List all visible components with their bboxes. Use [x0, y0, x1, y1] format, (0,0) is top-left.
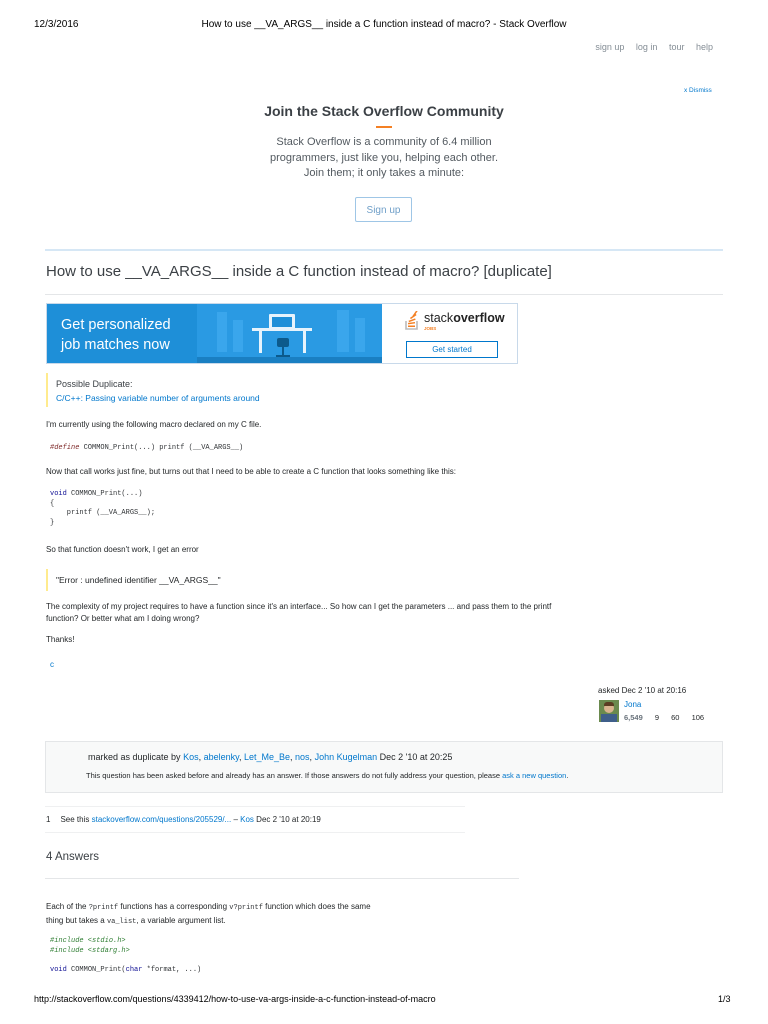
error-quote-text: "Error : undefined identifier __VA_ARGS__": [56, 575, 221, 585]
question-paragraph-4: The complexity of my project requires to have a function since it's an interface... So how can I get the parameters ... and pass them to the printf function? Or better what am I doing wrong?: [46, 602, 552, 623]
nav-sign-up[interactable]: sign up: [595, 42, 625, 52]
user-name[interactable]: Jona: [624, 700, 642, 709]
possible-duplicate-box: [46, 373, 308, 407]
question-title[interactable]: How to use __VA_ARGS__ inside a C function instead of macro? [duplicate]: [46, 263, 552, 280]
ad-headline: Get personalized job matches now: [61, 317, 171, 353]
comment-author[interactable]: Kos: [240, 815, 254, 824]
answers-divider: [45, 878, 519, 879]
logo-wordmark: stackoverflow: [424, 311, 505, 325]
nav-help[interactable]: help: [695, 42, 713, 52]
code-block-function: void COMMON_Print(...) { printf (__VA_ARGS__); }: [50, 490, 156, 527]
duplicate-notice-header: marked as duplicate by Kos, abelenky, Let_Me_Be, nos, John Kugelman Dec 2 '10 at 20:25: [88, 752, 453, 762]
nav-tour[interactable]: tour: [668, 42, 685, 52]
closer-abelenky[interactable]: abelenky: [203, 752, 239, 762]
print-page-number: 1/3: [718, 994, 731, 1004]
gold-badges: 9: [654, 713, 660, 722]
possible-duplicate-link[interactable]: C/C++: Passing variable number of arguments around: [56, 393, 260, 403]
stack-logo-icon: [404, 311, 420, 331]
asked-timestamp: asked Dec 2 '10 at 20:16: [598, 686, 687, 695]
join-description: Stack Overflow is a community of 6.4 million programmers, just like you, helping each other. Join them; it only takes a minute:: [269, 136, 499, 179]
possible-duplicate-label: Possible Duplicate:: [56, 379, 133, 389]
answer-paragraph: Each of the ?printf functions has a corresponding v?printf function which does the same thing but takes a va_list, a variable argument list.: [46, 902, 371, 926]
title-divider: [45, 294, 723, 295]
print-date: 12/3/2016: [34, 19, 79, 30]
user-reputation: 6,549: [624, 713, 643, 722]
logo-jobs-label: JOBS: [424, 326, 437, 331]
bronze-badges: 106: [691, 713, 705, 722]
comment-score: 1: [46, 815, 51, 824]
ad-cta-panel: [382, 304, 517, 363]
duplicate-notice-body: This question has been asked before and already has an answer. If those answers do not fully address your question, please ask a new question.: [86, 771, 569, 780]
user-stats: [624, 713, 714, 722]
jobs-ad[interactable]: [46, 303, 518, 364]
duplicate-notice: [45, 741, 723, 793]
join-title: Join the Stack Overflow Community: [264, 103, 504, 119]
question-paragraph-1: I'm currently using the following macro declared on my C file.: [46, 420, 262, 429]
get-started-button[interactable]: Get started: [406, 341, 498, 358]
comment: 1 See this stackoverflow.com/questions/205529/... – Kos Dec 2 '10 at 20:19: [46, 815, 321, 824]
comment-divider-bottom: [45, 832, 465, 833]
code-block-define: #define COMMON_Print(...) printf (__VA_ARGS__): [50, 444, 244, 452]
answers-heading: 4 Answers: [46, 851, 100, 863]
nav-log-in[interactable]: log in: [635, 42, 658, 52]
print-url: http://stackoverflow.com/questions/4339412/how-to-use-va-args-inside-a-c-function-instead-of-macro: [34, 994, 436, 1004]
answer-code-block: #include <stdio.h> #include <stdarg.h> void COMMON_Print(char *format, ...): [50, 937, 202, 974]
question-paragraph-3: So that function doesn't work, I get an error: [46, 545, 199, 554]
banner-divider: [45, 249, 723, 251]
office-illustration: [197, 304, 382, 363]
print-title: How to use __VA_ARGS__ inside a C function instead of macro? - Stack Overflow: [201, 19, 567, 30]
tag-c[interactable]: c: [50, 660, 54, 669]
question-paragraph-5: Thanks!: [46, 635, 75, 644]
closer-nos[interactable]: nos: [295, 752, 310, 762]
comment-link[interactable]: stackoverflow.com/questions/205529/...: [91, 815, 232, 824]
ad-illustration-panel: [47, 304, 382, 363]
top-nav: [586, 42, 713, 52]
comment-divider-top: [45, 806, 465, 807]
closer-john-kugelman[interactable]: John Kugelman: [314, 752, 378, 762]
sign-up-button[interactable]: Sign up: [355, 197, 412, 222]
title-accent-bar: [376, 126, 392, 128]
question-paragraph-2: Now that call works just fine, but turns out that I need to be able to create a C function that looks something like this:: [46, 467, 456, 476]
closer-kos[interactable]: Kos: [183, 752, 199, 762]
stackoverflow-jobs-logo: [404, 311, 514, 333]
dismiss-link[interactable]: x Dismiss: [684, 87, 712, 94]
error-quote: [46, 569, 288, 591]
user-avatar[interactable]: [599, 700, 619, 722]
closer-let-me-be[interactable]: Let_Me_Be: [243, 752, 291, 762]
silver-badges: 60: [671, 713, 680, 722]
ask-new-question-link[interactable]: ask a new question: [502, 771, 567, 780]
